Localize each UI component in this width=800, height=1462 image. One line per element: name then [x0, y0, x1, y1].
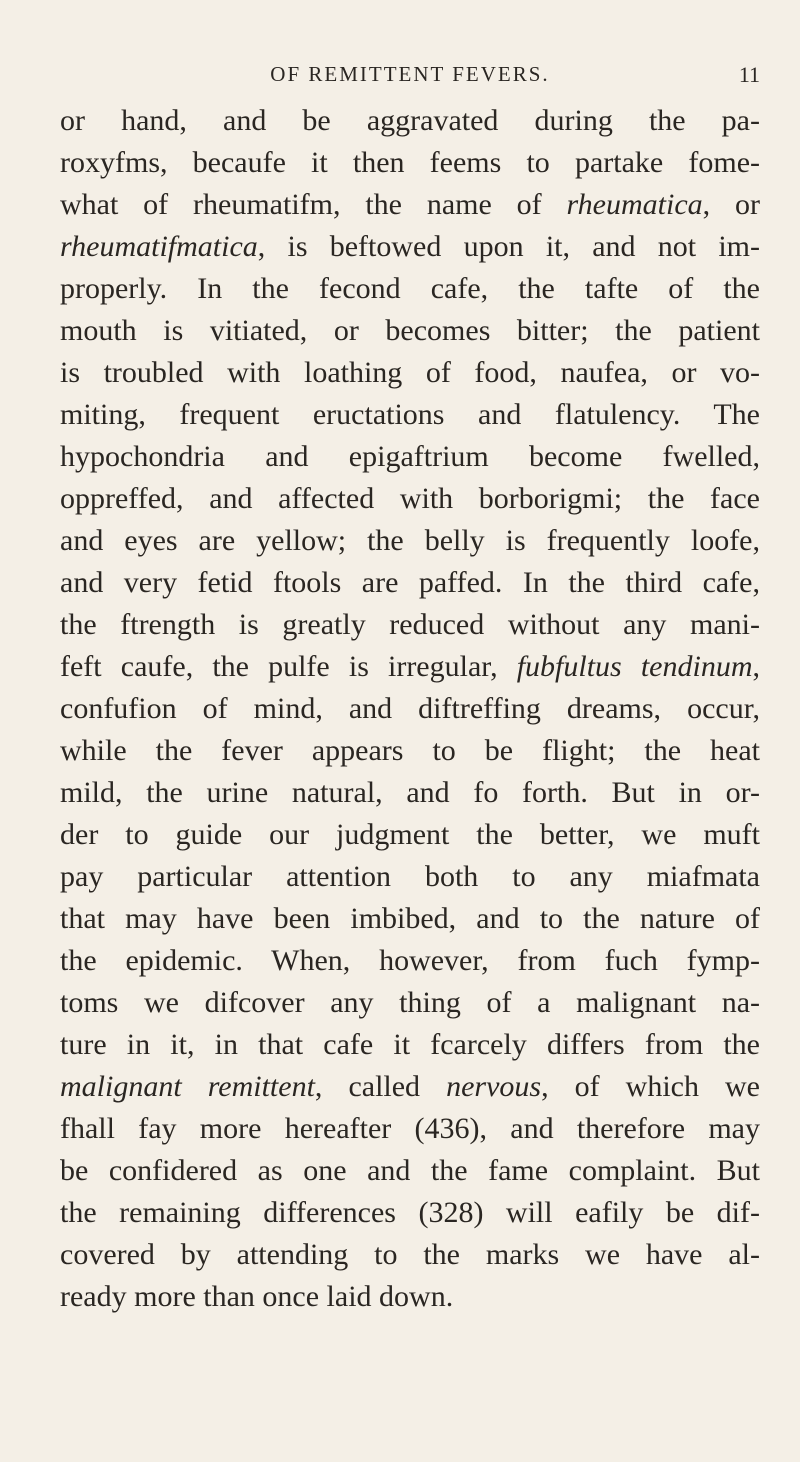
text-line: [60, 184, 760, 226]
text-line: [60, 772, 760, 814]
text-span: confufion of mind, and diftreffing dreams, occur,: [60, 692, 760, 725]
running-head: [60, 62, 760, 92]
text-line: [60, 142, 760, 184]
text-span: pay particular attention both to any miafmata: [60, 860, 760, 893]
text-span: miting, frequent eructations and flatulency. The: [60, 398, 760, 431]
text-span: or hand, and be aggravated during the pa-: [60, 104, 760, 137]
text-span: and eyes are yellow; the belly is frequently loofe,: [60, 524, 760, 557]
text-line: [60, 1234, 760, 1276]
italic-text: nervous: [446, 1070, 542, 1103]
text-span: ready more than once laid down.: [60, 1280, 454, 1313]
text-line: [60, 352, 760, 394]
text-line: [60, 100, 760, 142]
text-line: [60, 1108, 760, 1150]
page-number: 11: [738, 62, 760, 87]
italic-text: malignant remittent: [60, 1070, 315, 1103]
text-line: [60, 226, 760, 268]
text-line: [60, 562, 760, 604]
running-title: OF REMITTENT FEVERS.: [270, 62, 550, 86]
text-line: [60, 478, 760, 520]
text-span: der to guide our judgment the better, we muft: [60, 818, 760, 851]
text-line: [60, 310, 760, 352]
text-line: [60, 1024, 760, 1066]
text-line: [60, 898, 760, 940]
text-span: roxyfms, becaufe it then feems to partake fome-: [60, 146, 760, 179]
italic-text: fubfultus tendinum: [516, 650, 753, 683]
italic-text: rheumatifmatica: [60, 230, 258, 263]
text-span: hypochondria and epigaftrium become fwelled,: [60, 440, 760, 473]
text-line: [60, 394, 760, 436]
text-line: [60, 520, 760, 562]
text-span: while the fever appears to be flight; the heat: [60, 734, 760, 767]
text-line: [60, 856, 760, 898]
text-span: , or: [702, 188, 760, 221]
text-span: be confidered as one and the fame complaint. But: [60, 1154, 760, 1187]
text-line: [60, 730, 760, 772]
text-line: [60, 982, 760, 1024]
text-span: feft caufe, the pulfe is irregular,: [60, 650, 517, 683]
text-span: ture in it, in that cafe it fcarcely differs from the: [60, 1028, 760, 1061]
text-span: covered by attending to the marks we have al-: [60, 1238, 760, 1271]
italic-text: rheumatica: [566, 188, 703, 221]
text-span: mild, the urine natural, and fo forth. But in or-: [60, 776, 760, 809]
text-line: [60, 688, 760, 730]
text-line: [60, 268, 760, 310]
text-span: ,: [752, 650, 760, 683]
text-line: [60, 646, 760, 688]
text-line: [60, 436, 760, 478]
text-span: what of rheumatifm, the name of: [60, 188, 567, 221]
text-line: [60, 940, 760, 982]
text-span: , called: [314, 1070, 447, 1103]
text-span: mouth is vitiated, or becomes bitter; the patient: [60, 314, 760, 347]
text-span: the epidemic. When, however, from fuch fymp-: [60, 944, 760, 977]
text-span: fhall fay more hereafter (436), and therefore may: [60, 1112, 760, 1145]
text-span: the remaining differences (328) will eafily be dif-: [60, 1196, 760, 1229]
text-span: is troubled with loathing of food, naufea, or vo-: [60, 356, 760, 389]
body-paragraph: [60, 100, 760, 1318]
text-line: [60, 1150, 760, 1192]
text-span: the ftrength is greatly reduced without any mani-: [60, 608, 760, 641]
text-line: [60, 604, 760, 646]
text-span: , is beftowed upon it, and not im-: [257, 230, 760, 263]
text-span: that may have been imbibed, and to the nature of: [60, 902, 760, 935]
text-span: properly. In the fecond cafe, the tafte of the: [60, 272, 760, 305]
text-span: oppreffed, and affected with borborigmi; the face: [60, 482, 760, 515]
text-span: , of which we: [541, 1070, 760, 1103]
text-line: [60, 1276, 760, 1318]
text-span: toms we difcover any thing of a malignant na-: [60, 986, 760, 1019]
text-line: [60, 1066, 760, 1108]
text-line: [60, 814, 760, 856]
text-span: and very fetid ftools are paffed. In the third cafe,: [60, 566, 760, 599]
text-line: [60, 1192, 760, 1234]
